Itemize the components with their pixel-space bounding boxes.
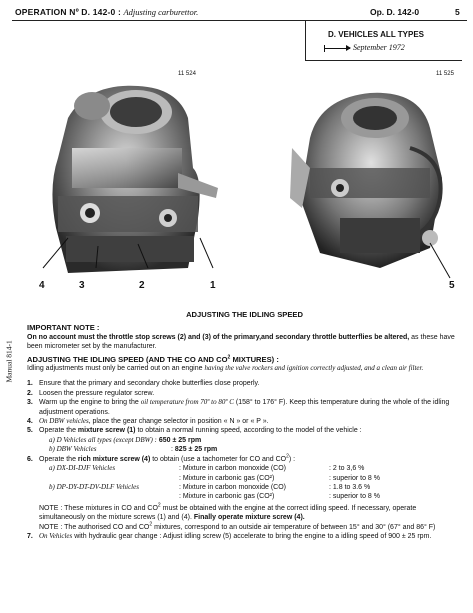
step-4: 4. On DBW vehicles, place the gear change selector in position « N » or « P ». xyxy=(27,417,269,426)
callout-2: 2 xyxy=(139,280,145,291)
mixture-row: : Mixture in carbonic gas (CO²) : superior to 8 % xyxy=(179,474,380,482)
step-5: 5. Operate the mixture screw (1) to obtain a normal running speed, according to the model of the vehicle : a) D Vehicles all types (except DBW) : 650 ± 25 rpm b) DBW Vehicles : 825 ± 25 rpm xyxy=(27,426,462,454)
steps-list xyxy=(27,379,462,541)
important-text-rest: as these have been micrometer set by the manufacturer. xyxy=(27,333,455,351)
mixture-row: : Mixture in carbonic gas (CO²) : superior to 8 % xyxy=(179,493,380,501)
page-number: 5 xyxy=(455,7,460,17)
op-reference: Op. D. 142-0 xyxy=(370,7,420,17)
step-5b: b) DBW Vehicles : 825 ± 25 rpm xyxy=(49,445,218,454)
subsection-intro: Idling adjustments must only be carried out on an engine having the valve rockers and ignition correctly adjusted, and a clean air filter. xyxy=(27,364,424,373)
left-figure-ref: 11 524 xyxy=(178,71,196,77)
mixture-row: b) DP-DY-DT-DV-DLF Vehicles : Mixture in carbon monoxide (CO) : 1.8 to 3.6 % xyxy=(49,482,371,491)
step-1: 1. Ensure that the primary and secondary choke butterflies close properly. xyxy=(27,380,260,388)
callout-5: 5 xyxy=(449,280,455,291)
operation-number: D. 142-0 : xyxy=(81,7,122,17)
right-figure-ref: 11 525 xyxy=(436,71,454,77)
step-7: 7. On Vehicles with hydraulic gear change : Adjust idling screw (5) accelerate to bring the engine to a idling speed of 900 ± 25 rpm. xyxy=(27,531,432,540)
side-label: Manual 814-1 xyxy=(4,340,14,383)
mixture-table xyxy=(39,464,462,502)
important-text xyxy=(27,333,462,352)
step-3: 3. Warm up the engine to bring the oil temperature from 70º to 80º C (158° to 176° F). Keep this temperature during the whole of the idling adjustment operations. xyxy=(27,398,450,416)
body-text xyxy=(27,310,462,541)
step-6: 6. Operate the rich mixture screw (4) to obtain (use a tachometer for CO and $CO^2$) : a) DX-DI-DJF Vehicles : Mixture in carbon monoxide (CO) : 2 to 3,6 % : Mixture in carbonic gas (CO²) : superior to 8 % b) DP-DY-DT-DV-DLF Vehicles : Mixture in carbon monoxide (CO) : 1.8 to 3.6 % : Mixture in carbonic gas (CO²) : superior to 8 % NOTE : These mixtures in CO and $CO^2$ must be obtained with the engine at the correct idling speed. If necessary, operate simultaneously on the mixture screws (1) and (4). Finally operate mixture screw (4). NOTE : The authorised CO and $CO^2$ mixtures, correspond to an outside air temperature of between 15° and 30° (67° and 86° F) xyxy=(27,455,462,532)
vehicles-box-date xyxy=(324,43,405,52)
note-2: NOTE : The authorised CO and $CO^2$ mixtures, correspond to an outside air temperature of between 15° and 30° (67° and 86° F) xyxy=(39,521,436,531)
subsection-title: ADJUSTING THE IDLING SPEED (AND THE CO AND $CO^2$ MIXTURES) : xyxy=(27,354,279,364)
step-5a: a) D Vehicles all types (except DBW) : 650 ± 25 rpm xyxy=(49,435,202,444)
important-text-bold: On no account must the throttle stop screws (2) and (3) of the primary,and secondary throttle butterflies be altered, xyxy=(27,333,410,341)
carburettor-photo-right xyxy=(280,78,466,288)
callout-4: 4 xyxy=(39,280,45,291)
vehicles-box-title: D. VEHICLES ALL TYPES xyxy=(328,30,425,39)
operation-header xyxy=(15,7,198,17)
callout-1: 1 xyxy=(210,280,216,291)
vehicles-box-since: September 1972 xyxy=(353,43,405,52)
important-heading: IMPORTANT NOTE : xyxy=(27,323,100,333)
step-2: 2. Loosen the pressure regulator screw. xyxy=(27,389,155,397)
arrow-icon xyxy=(324,48,350,49)
vehicles-box xyxy=(305,21,462,61)
note-1: NOTE : These mixtures in CO and $CO^2$ must be obtained with the engine at the correct idling speed. If necessary, operate simultaneously on the mixture screws (1) and (4). Finally operate mixture screw (4). xyxy=(39,502,417,522)
callout-3: 3 xyxy=(79,280,85,291)
section-title: ADJUSTING THE IDLING SPEED xyxy=(186,310,303,319)
mixture-row: a) DX-DI-DJF Vehicles : Mixture in carbon monoxide (CO) : 2 to 3,6 % xyxy=(49,464,365,473)
operation-label: OPERATION Nº xyxy=(15,7,79,17)
operation-title: Adjusting carburettor. xyxy=(123,7,199,17)
carburettor-photo-left xyxy=(28,78,224,286)
